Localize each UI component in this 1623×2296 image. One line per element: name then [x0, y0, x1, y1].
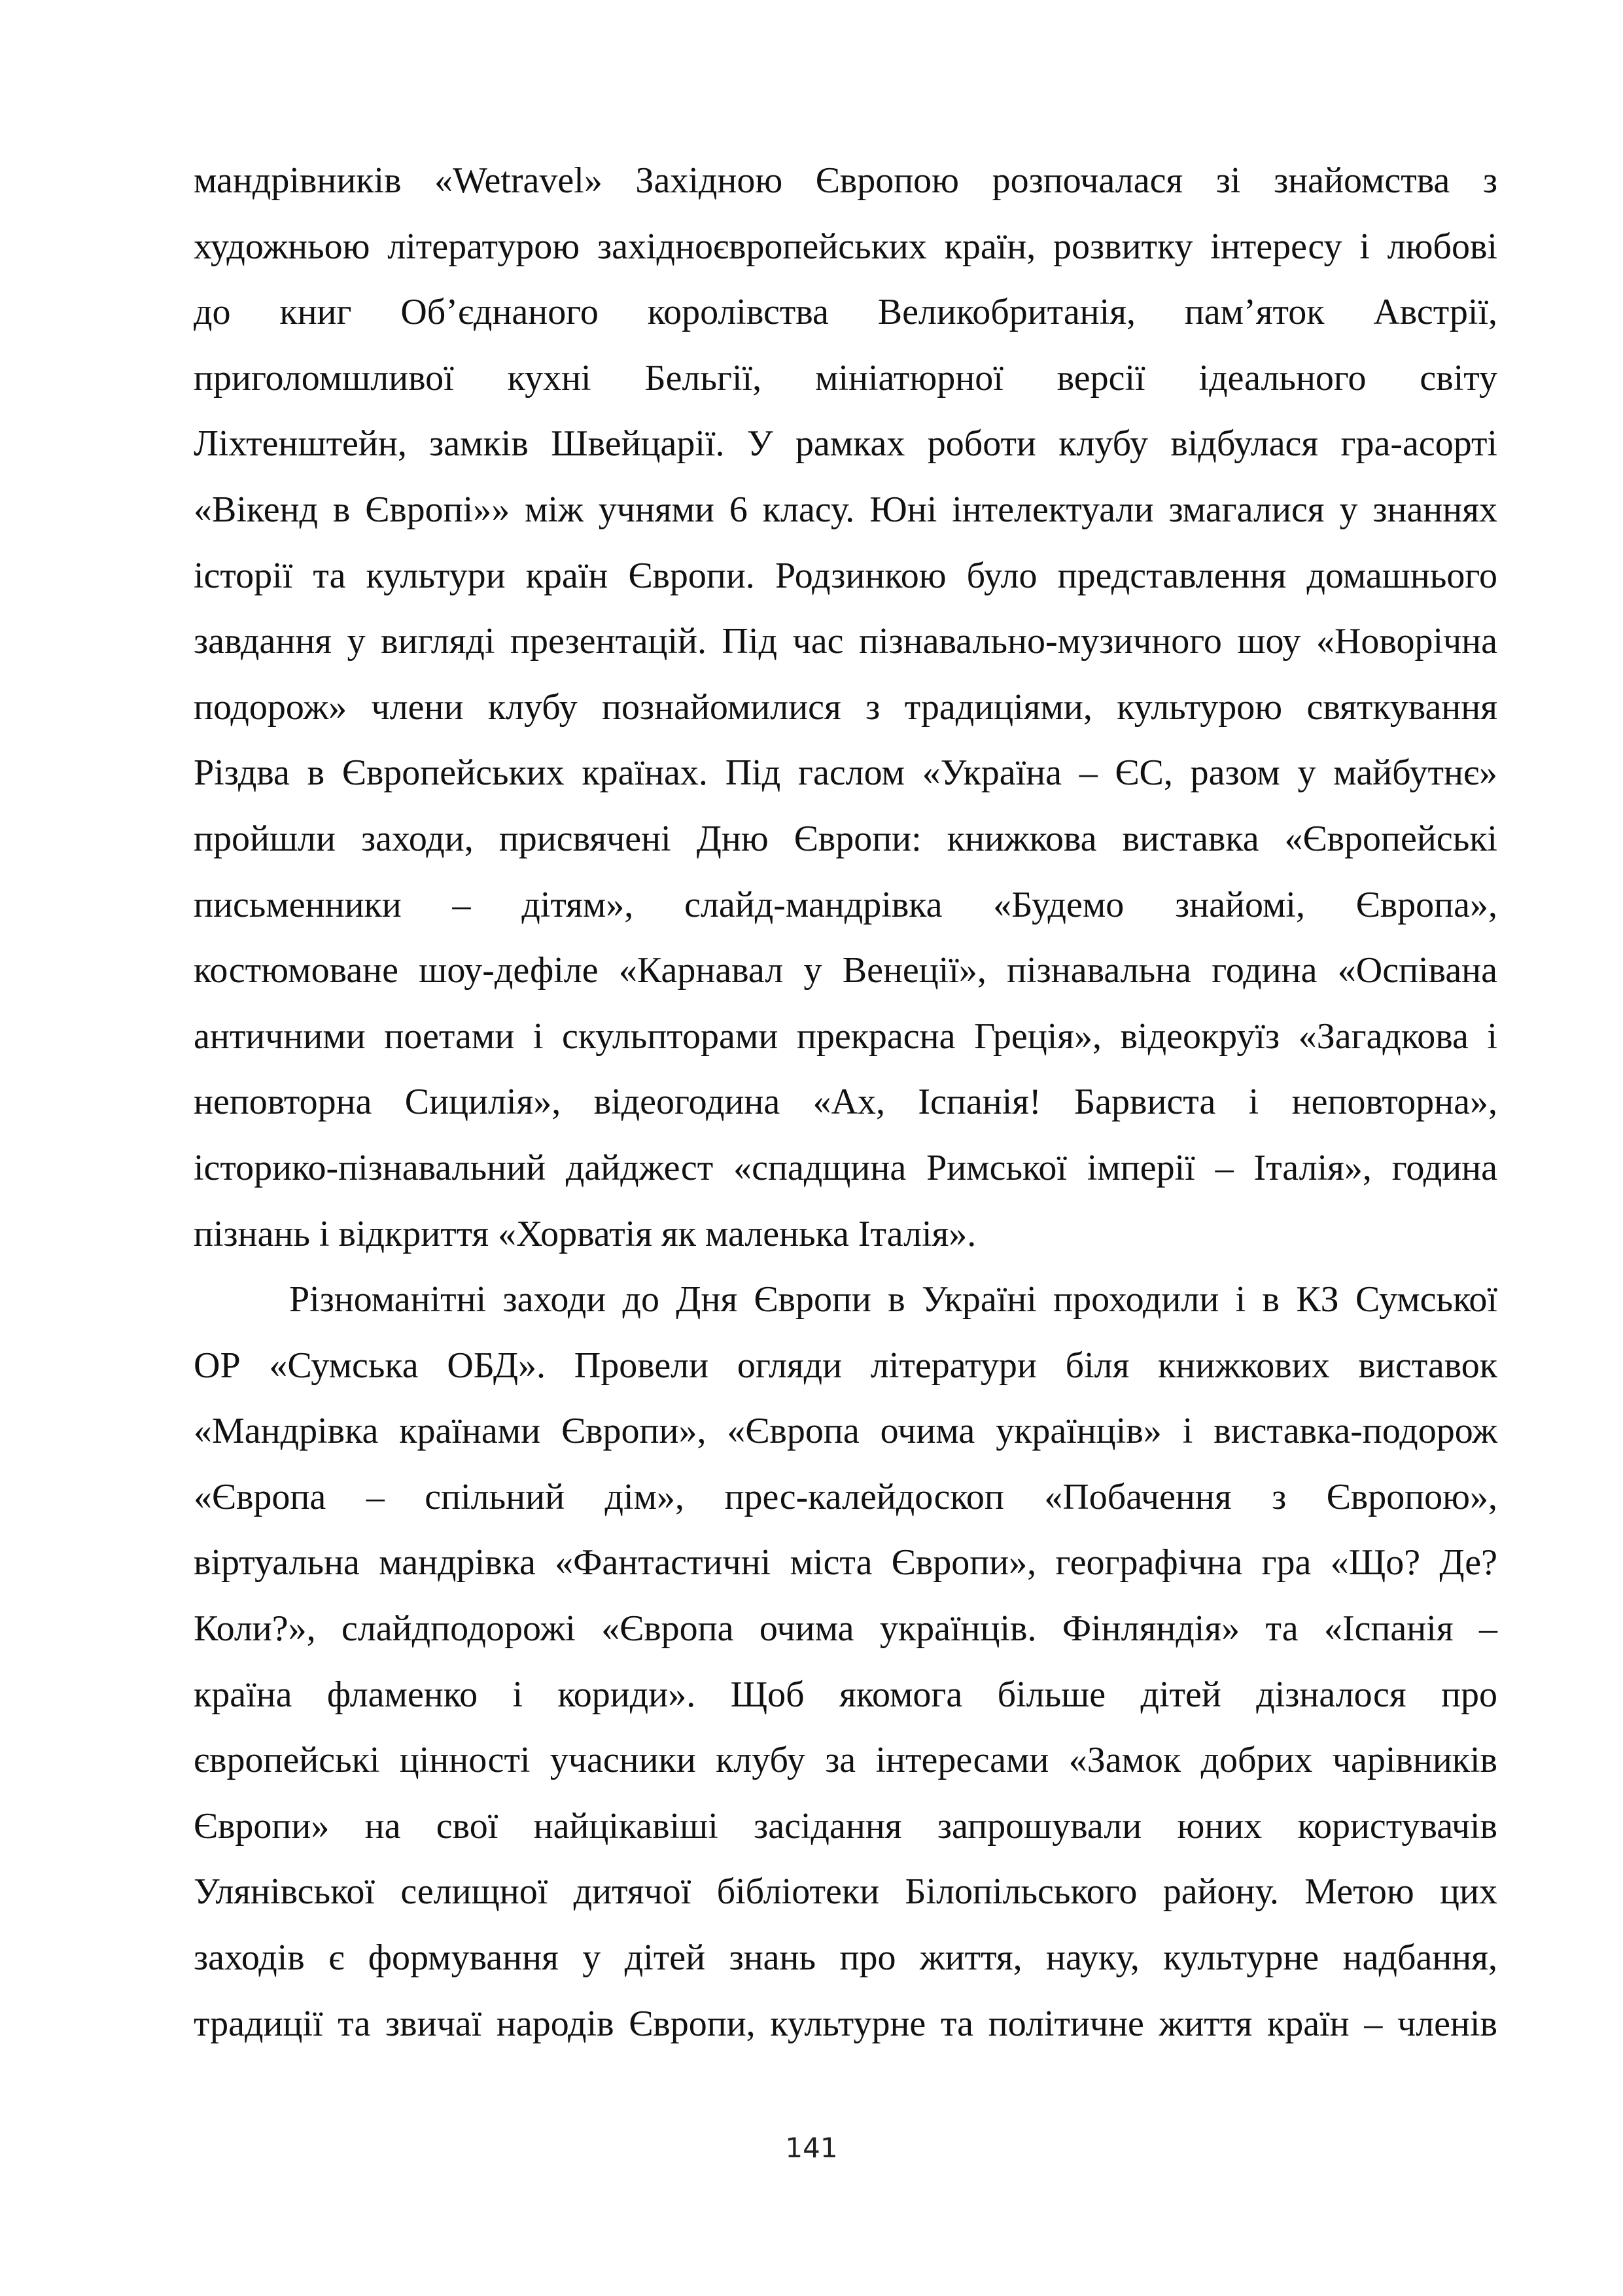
text-line: пройшли заходи, присвячені Дню Європи: книжкова виставка «Європейські [194, 818, 1497, 859]
text-line: неповторна Сицилія», відеогодина «Ах, Іспанія! Барвиста і неповторна», [194, 1082, 1497, 1123]
text-line: Різноманітні заходи до Дня Європи в Україні проходили і в КЗ Сумської [289, 1279, 1497, 1320]
text-line: приголомшливої кухні Бельгії, мініатюрної версії ідеального світу [194, 357, 1497, 398]
text-line: Європи» на свої найцікавіші засідання запрошували юних користувачів [194, 1805, 1497, 1846]
text-line: історико-пізнавальний дайджест «спадщина Римської імперії – Італія», година [194, 1147, 1497, 1188]
text-line: країна фламенко і кориди». Щоб якомога більше дітей дізналося про [194, 1674, 1497, 1715]
body-text [194, 148, 1497, 2057]
text-line: ОР «Сумська ОБД». Провели огляди літератури біля книжкових виставок [194, 1345, 1497, 1386]
text-line: європейські цінності учасники клубу за інтересами «Замок добрих чарівників [194, 1740, 1497, 1781]
text-line: Коли?», слайдподорожі «Європа очима українців. Фінляндія» та «Іспанія – [194, 1608, 1497, 1650]
text-line: «Мандрівка країнами Європи», «Європа очима українців» і виставка-подорож [194, 1411, 1497, 1452]
text-line: заходів є формування у дітей знань про життя, науку, культурне надбання, [194, 1937, 1497, 1979]
text-line: традиції та звичаї народів Європи, культурне та політичне життя країн – членів [194, 2003, 1497, 2044]
text-line: історії та культури країн Європи. Родзинкою було представлення домашнього [194, 555, 1497, 596]
text-line: завдання у вигляді презентацій. Під час пізнавально-музичного шоу «Новорічна [194, 621, 1497, 662]
text-line: Ліхтенштейн, замків Швейцарії. У рамках роботи клубу відбулася гра-асорті [194, 423, 1497, 465]
text-line: мандрівників «Wetravel» Західною Європою розпочалася зі знайомства з [194, 160, 1497, 201]
text-line: художньою літературою західноєвропейських країн, розвитку інтересу і любові [194, 226, 1497, 267]
text-line: костюмоване шоу-дефіле «Карнавал у Венеції», пізнавальна година «Оспівана [194, 950, 1497, 991]
text-line: «Вікенд в Європі»» між учнями 6 класу. Юні інтелектуали змагалися у знаннях [194, 489, 1497, 530]
page-number: 141 [785, 2132, 838, 2164]
text-line: Улянівської селищної дитячої бібліотеки Білопільського району. Метою цих [194, 1871, 1497, 1913]
text-line: пізнань і відкриття «Хорватія як маленька Італія». [194, 1213, 977, 1254]
text-line: античними поетами і скульпторами прекрасна Греція», відеокруїз «Загадкова і [194, 1016, 1497, 1057]
text-line: письменники – дітям», слайд-мандрівка «Будемо знайомі, Європа», [194, 884, 1497, 925]
paragraph-2 [194, 1267, 1497, 2057]
text-line: віртуальна мандрівка «Фантастичні міста Європи», географічна гра «Що? Де? [194, 1542, 1497, 1583]
text-line: подорож» члени клубу познайомилися з традиціями, культурою святкування [194, 686, 1497, 728]
text-line: Різдва в Європейських країнах. Під гаслом «Україна – ЄС, разом у майбутнє» [194, 752, 1497, 794]
text-line: «Європа – спільний дім», прес-калейдоскоп «Побачення з Європою», [194, 1476, 1497, 1517]
paragraph-1 [194, 148, 1497, 1267]
text-line: до книг Об’єднаного королівства Великобританія, пам’яток Австрії, [194, 292, 1497, 333]
